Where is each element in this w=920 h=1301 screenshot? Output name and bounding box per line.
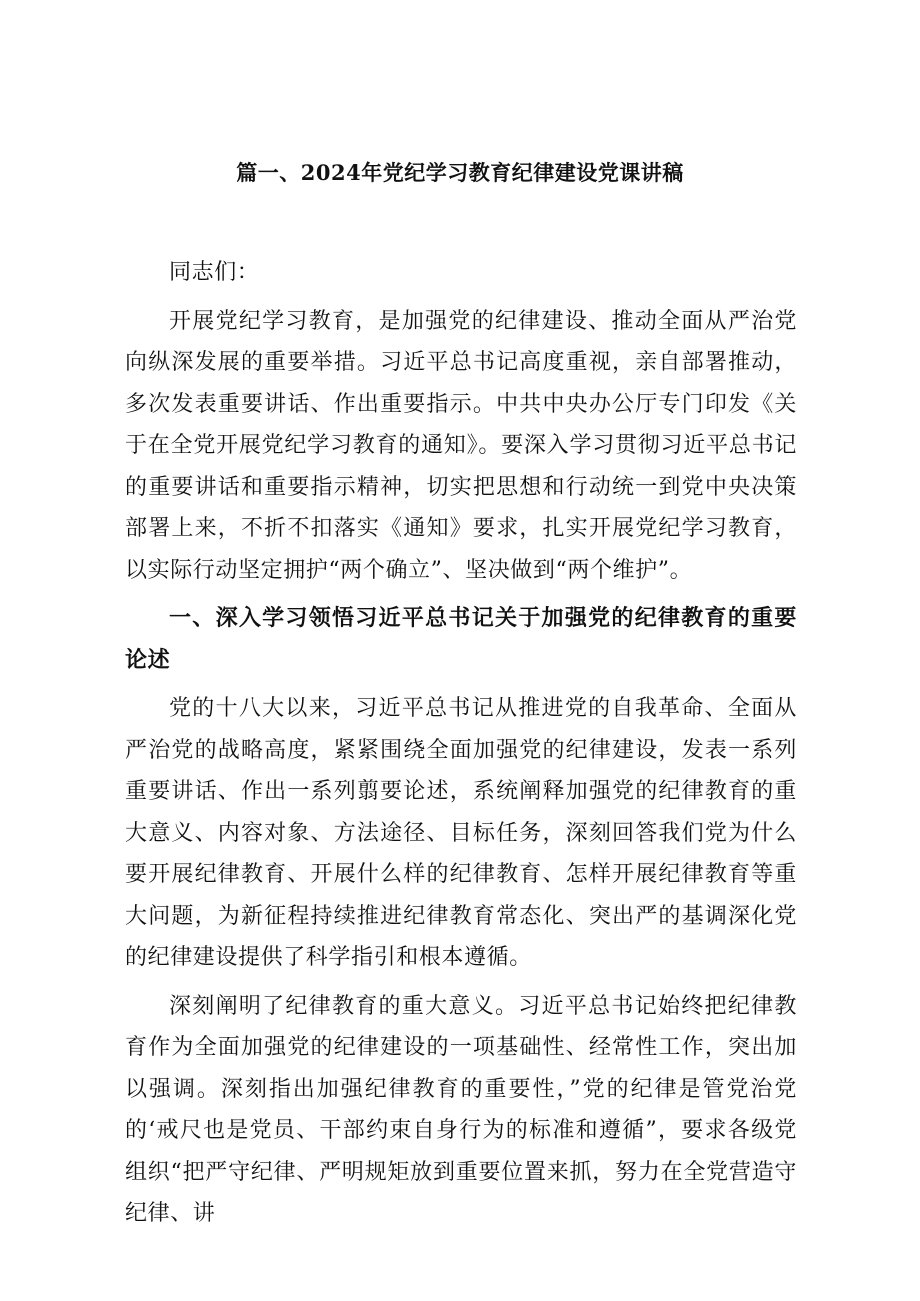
paragraph-intro: 开展党纪学习教育，是加强党的纪律建设、推动全面从严治党向纵深发展的重要举措。习近平总书记高度重视，亲自部署推动，多次发表重要讲话、作出重要指示。中共中央办公厅专门印发《关于在全党开展党纪学习教育的通知》。要深入学习贯彻习近平总书记的重要讲话和重要指示精神，切实把思想和行动统一到党中央决策部署上来，不折不扣落实《通知》要求，扎实开展党纪学习教育，以实际行动坚定拥护“两个确立”、坚决做到“两个维护”。 (125, 308, 797, 583)
paragraph-significance: 深刻阐明了纪律教育的重大意义。习近平总书记始终把纪律教育作为全面加强党的纪律建设的一项基础性、经常性工作，突出加以强调。深刻指出加强纪律教育的重要性，”党的纪律是管党治党的‘戒尺也是党员、干部约束自身行为的标准和遵循”，要求各级党组织“把严守纪律、严明规矩放到重要位置来抓，努力在全党营造守纪律、讲 (125, 993, 797, 1226)
document-title: 篇一、2024年党纪学习教育纪律建设党课讲稿 (236, 160, 684, 185)
document-body (125, 252, 797, 1242)
salutation: 同志们： (169, 260, 260, 285)
paragraph-section-1: 党的十八大以来，习近平总书记从推进党的自我革命、全面从严治党的战略高度，紧紧围绕全面加强党的纪律建设，发表一系列重要讲话、作出一系列翦要论述，系统阐释加强党的纪律教育的重大意义、内容对象、方法途径、目标任务，深刻回答我们党为什么要开展纪律教育、开展什么样的纪律教育、怎样开展纪律教育等重大问题，为新征程持续推进纪律教育常态化、突出严的基调深化党的纪律建设提供了科学指引和根本遵循。 (125, 696, 797, 970)
section-heading-1: 一、深入学习领悟习近平总书记关于加强党的纪律教育的重要论述 (125, 605, 797, 673)
